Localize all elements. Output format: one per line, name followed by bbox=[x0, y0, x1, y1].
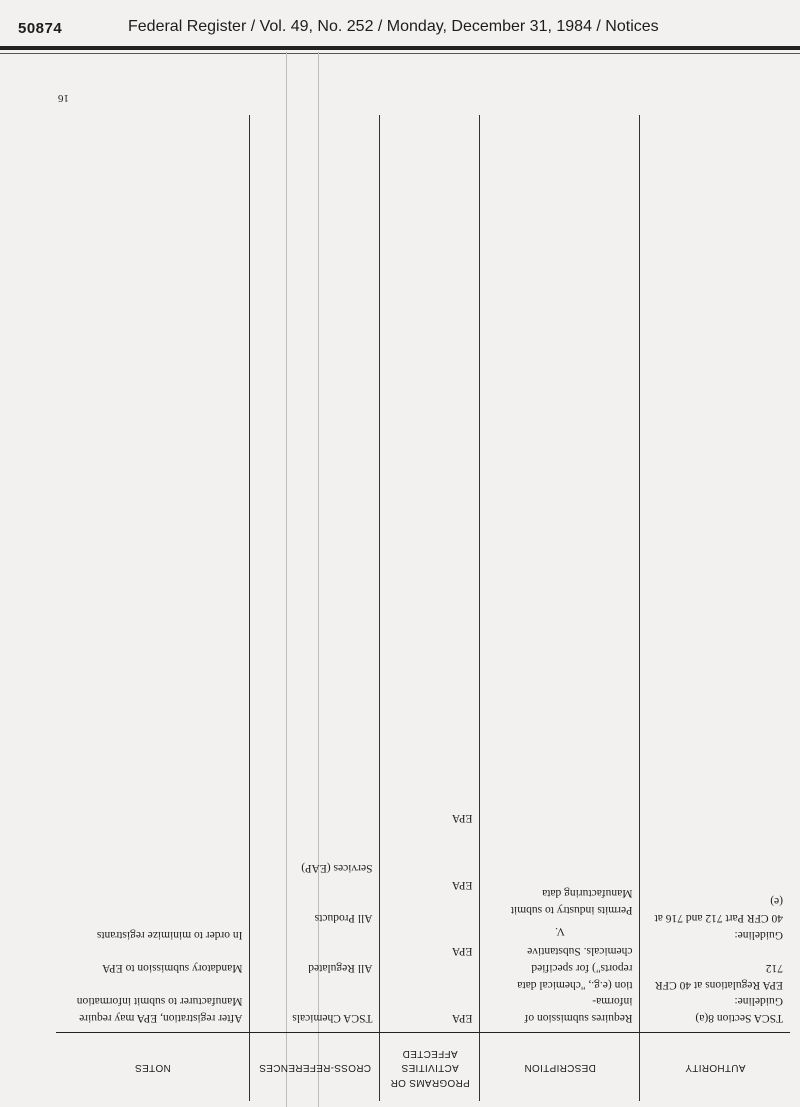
notes-line: In order to minimize registrants bbox=[96, 928, 243, 941]
page-number: 50874 bbox=[18, 20, 63, 37]
notes-line: After registration, EPA may require bbox=[79, 1012, 243, 1024]
header-rule-thick bbox=[0, 46, 800, 50]
page-marker: 16 bbox=[58, 92, 69, 104]
description-line: reports") for specified bbox=[531, 961, 633, 974]
description-line: tion (e.g., "chemical data bbox=[517, 978, 633, 991]
programs-line: EPA bbox=[451, 1012, 473, 1024]
notes-line: Manufacturer to submit information bbox=[76, 995, 243, 1008]
rotated-table-frame bbox=[56, 106, 790, 1101]
cross-reference-line: All Products bbox=[314, 911, 373, 924]
description-cell bbox=[480, 115, 640, 1033]
table-row bbox=[56, 115, 790, 1033]
programs-line: EPA bbox=[451, 945, 473, 958]
table-header-row bbox=[56, 1033, 790, 1102]
description-line: Requires submission of informa- bbox=[524, 995, 633, 1024]
regulations-table bbox=[56, 115, 790, 1101]
authority-line: Guideline: bbox=[734, 995, 783, 1008]
description-line: Manufacturing data bbox=[542, 887, 633, 900]
authority-line: EPA Regulations at 40 CFR 712 bbox=[654, 961, 783, 991]
cross-reference-line: All Regulated bbox=[308, 961, 373, 974]
authority-line: (e) bbox=[770, 895, 783, 908]
running-head: Federal Register / Vol. 49, No. 252 / Monday, December 31, 1984 / Notices bbox=[128, 18, 659, 35]
authority-line: TSCA Section 8(a) bbox=[695, 1012, 783, 1024]
notes-cell bbox=[56, 115, 250, 1033]
table-rotator bbox=[56, 106, 790, 1101]
authority-line: Guideline: bbox=[734, 928, 783, 941]
cross-reference-line: Services (EAP) bbox=[301, 861, 373, 874]
section-label: V. bbox=[555, 924, 565, 937]
programs-line: EPA bbox=[451, 811, 473, 824]
description-line: Permits industry to submit bbox=[510, 903, 633, 916]
programs-line: EPA bbox=[451, 878, 473, 891]
authority-line: 40 CFR Part 712 and 716 at bbox=[654, 911, 783, 924]
cross-reference-line: TSCA Chemicals bbox=[292, 1012, 373, 1024]
cross-references-cell bbox=[250, 115, 380, 1033]
column-header-cross-references: CROSS-REFERENCES bbox=[250, 1033, 380, 1102]
column-header-notes: NOTES bbox=[56, 1033, 250, 1102]
programs-cell bbox=[380, 115, 480, 1033]
column-header-authority: AUTHORITY bbox=[640, 1033, 790, 1102]
notes-line: Mandatory submission to EPA bbox=[102, 961, 243, 974]
description-line: chemicals. Substantive bbox=[527, 945, 633, 958]
column-header-programs: PROGRAMS OR ACTIVITIES AFFECTED bbox=[380, 1033, 480, 1102]
authority-cell bbox=[640, 115, 790, 1033]
column-header-description: DESCRIPTION bbox=[480, 1033, 640, 1102]
page-header bbox=[0, 0, 800, 48]
header-rule-thin bbox=[0, 53, 800, 54]
